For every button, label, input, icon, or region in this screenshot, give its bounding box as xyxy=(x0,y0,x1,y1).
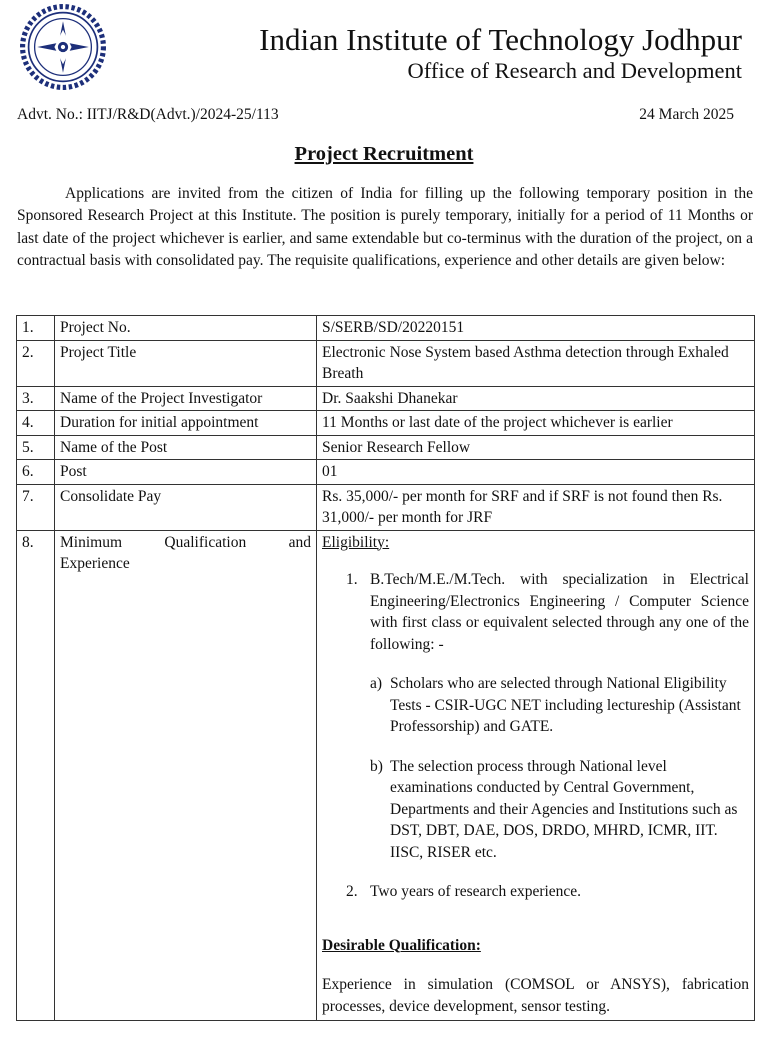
sub-list-text: Scholars who are selected through National Eligibility Tests - CSIR-UGC NET including lectureship (Assistant Professorship) and GATE. xyxy=(390,675,741,735)
table-row-qualification xyxy=(17,530,755,1021)
table-row xyxy=(17,411,755,436)
iit-jodhpur-logo xyxy=(20,4,106,90)
table-row xyxy=(17,484,755,530)
row-value: Electronic Nose System based Asthma detection through Exhaled Breath xyxy=(317,340,755,386)
row-label: Duration for initial appointment xyxy=(55,411,317,436)
row-label xyxy=(55,530,317,1021)
intro-paragraph: Applications are invited from the citizen of India for filling up the following temporary position in the Sponsored Research Project at this Institute. The position is purely temporary, initially for a period of 11 Months or last date of the project whichever is earlier, and same extendable but co-terminus with the duration of the project, on a contractual basis with consolidated pay. The requisite qualifications, experience and other details are given below: xyxy=(17,185,753,270)
sub-list xyxy=(370,673,749,863)
list-item xyxy=(322,569,749,863)
row-value: Dr. Saakshi Dhanekar xyxy=(317,386,755,411)
list-item-text: B.Tech/M.E./M.Tech. with specialization in Electrical Engineering/Electronics Engineering / Computer Science with first class or equivalent selected through any one of the following: - xyxy=(370,571,749,653)
qualification-label-line1: Minimum Qualification and xyxy=(60,533,311,551)
list-marker: 1. xyxy=(346,571,358,588)
row-number: 5. xyxy=(17,435,55,460)
row-value: Senior Research Fellow xyxy=(317,435,755,460)
qualification-label-line2: Experience xyxy=(60,555,130,572)
list-item xyxy=(322,881,749,903)
sub-list-item xyxy=(370,756,749,864)
row-label: Consolidate Pay xyxy=(55,484,317,530)
table-row xyxy=(17,435,755,460)
row-number: 7. xyxy=(17,484,55,530)
row-number: 8. xyxy=(17,530,55,1021)
desirable-qualification-title: Desirable Qualification: xyxy=(322,936,481,954)
row-value: 11 Months or last date of the project whichever is earlier xyxy=(317,411,755,436)
table-row xyxy=(17,340,755,386)
sub-list-marker: a) xyxy=(370,675,383,692)
row-number: 4. xyxy=(17,411,55,436)
sub-list-item xyxy=(370,673,749,738)
page-title: Project Recruitment xyxy=(294,143,474,165)
list-marker: 2. xyxy=(346,883,358,900)
row-value: S/SERB/SD/20220151 xyxy=(317,316,755,341)
row-value: 01 xyxy=(317,460,755,485)
table-row xyxy=(17,460,755,485)
row-value xyxy=(317,530,755,1021)
table-row xyxy=(17,316,755,341)
institute-name: Indian Institute of Technology Jodhpur xyxy=(259,22,742,57)
desirable-qualification-text: Experience in simulation (COMSOL or ANSYS), fabrication processes, device development, sensor testing. xyxy=(322,976,749,1015)
list-item-text: Two years of research experience. xyxy=(370,883,582,900)
advertisement-number: Advt. No.: IITJ/R&D(Advt.)/2024-25/113 xyxy=(17,106,279,123)
row-number: 2. xyxy=(17,340,55,386)
row-number: 3. xyxy=(17,386,55,411)
row-label: Project Title xyxy=(55,340,317,386)
row-number: 6. xyxy=(17,460,55,485)
project-details-table xyxy=(16,315,755,1021)
row-value: Rs. 35,000/- per month for SRF and if SRF is not found then Rs. 31,000/- per month for JRF xyxy=(317,484,755,530)
sub-list-marker: b) xyxy=(370,757,383,775)
advertisement-date: 24 March 2025 xyxy=(639,106,734,123)
table-row xyxy=(17,386,755,411)
office-name: Office of Research and Development xyxy=(407,58,742,83)
eligibility-title: Eligibility: xyxy=(322,533,390,551)
row-label: Name of the Project Investigator xyxy=(55,386,317,411)
sub-list-text: The selection process through National level examinations conducted by Central Government, Departments and their Agencies and Institutions such as DST, DBT, DAE, DOS, DRDO, MHRD, ICMR, IIT. IISC, RISER etc. xyxy=(390,757,738,861)
row-label: Post xyxy=(55,460,317,485)
row-label: Project No. xyxy=(55,316,317,341)
eligibility-list xyxy=(322,569,749,903)
row-label: Name of the Post xyxy=(55,435,317,460)
row-number: 1. xyxy=(17,316,55,341)
